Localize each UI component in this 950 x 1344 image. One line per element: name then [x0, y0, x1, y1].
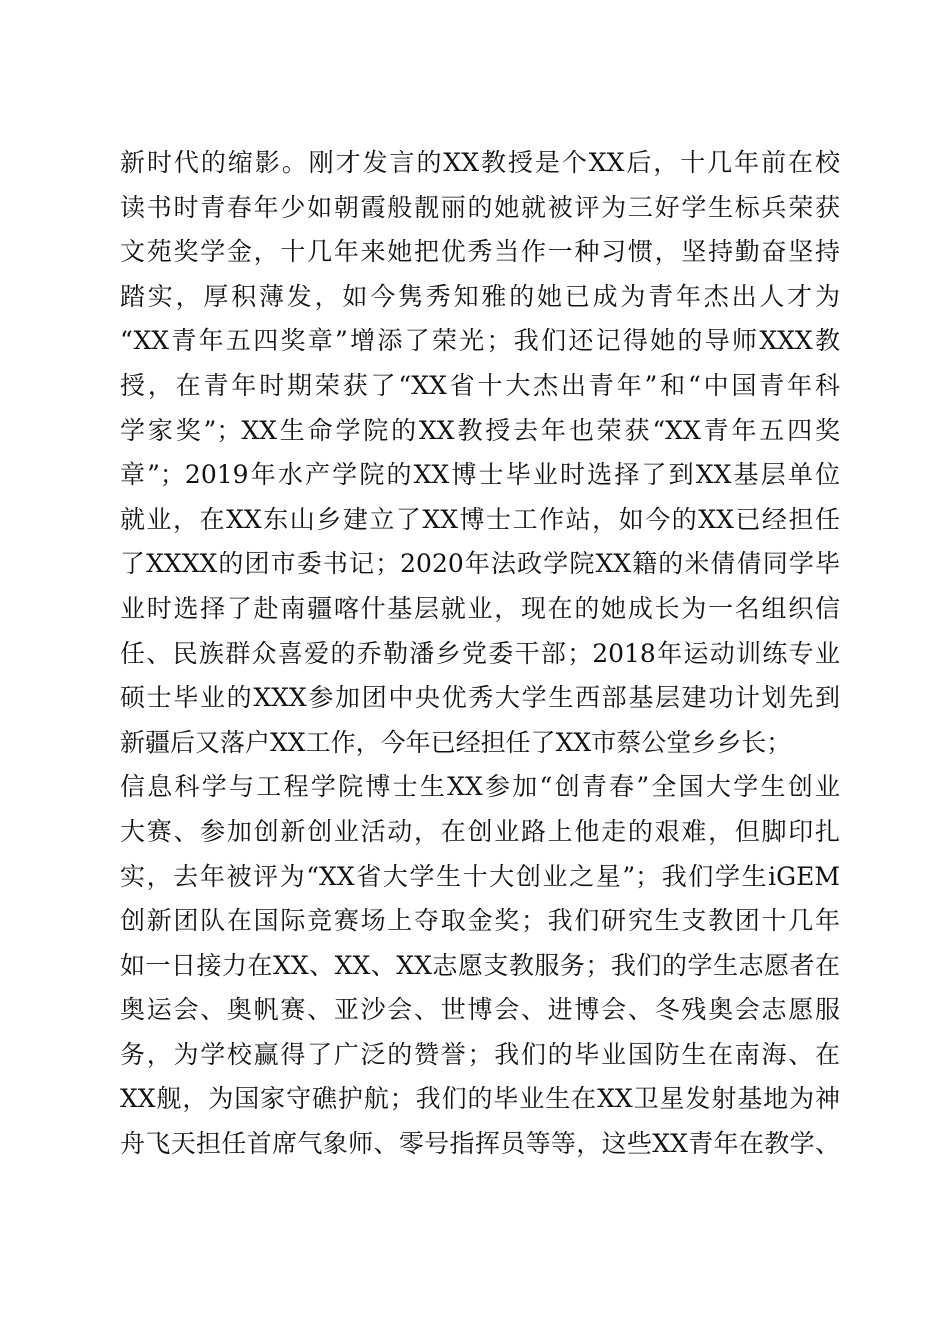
- text-line: 奥运会、奥帆赛、亚沙会、世博会、进博会、冬残奥会志愿服: [120, 995, 840, 1025]
- text-line: 授，在青年时期荣获了“XX省十大杰出青年”和“中国青年科: [120, 370, 840, 400]
- text-line: “XX青年五四奖章”增添了荣光；我们还记得她的导师XXX教: [120, 326, 840, 356]
- text-line: 新时代的缩影。刚才发言的XX教授是个XX后，十几年前在校: [120, 148, 840, 177]
- text-line: 学家奖”；XX生命学院的XX教授去年也荣获“XX青年五四奖: [120, 415, 840, 445]
- text-line: 硕士毕业的XXX参加团中央优秀大学生西部基层建功计划先到: [120, 683, 840, 713]
- text-line: 务，为学校赢得了广泛的赞誉；我们的毕业国防生在南海、在: [120, 1039, 840, 1069]
- text-line: 就业，在XX东山乡建立了XX博士工作站，如今的XX已经担任: [120, 504, 840, 534]
- text-line: 创新团队在国际竞赛场上夺取金奖；我们研究生支教团十几年: [120, 906, 840, 936]
- text-line: 文苑奖学金，十几年来她把优秀当作一种习惯，坚持勤奋坚持: [120, 237, 840, 267]
- text-line: 新疆后又落户XX工作，今年已经担任了XX市蔡公堂乡乡长；: [120, 727, 792, 757]
- text-line: 信息科学与工程学院博士生XX参加“创青春”全国大学生创业: [120, 772, 840, 802]
- text-line: 踏实，厚积薄发，如今隽秀知雅的她已成为青年杰出人才为: [120, 281, 840, 311]
- text-line: 大赛、参加创新创业活动，在创业路上他走的艰难，但脚印扎: [120, 816, 840, 846]
- text-line: 任、民族群众喜爱的乔勒潘乡党委干部；2018年运动训练专业: [120, 638, 840, 668]
- text-line: XX舰，为国家守礁护航；我们的毕业生在XX卫星发射基地为神: [120, 1084, 840, 1114]
- text-line: 舟飞天担任首席气象师、零号指挥员等等，这些XX青年在教学、: [120, 1129, 840, 1159]
- text-line: 章”；2019年水产学院的XX博士毕业时选择了到XX基层单位: [120, 460, 840, 490]
- text-line: 如一日接力在XX、XX、XX志愿支教服务；我们的学生志愿者在: [120, 950, 840, 980]
- text-line: 了XXXX的团市委书记；2020年法政学院XX籍的米倩倩同学毕: [120, 549, 840, 579]
- body-paragraph: [120, 141, 840, 1167]
- text-line: 实，去年被评为“XX省大学生十大创业之星”；我们学生iGEM: [120, 861, 840, 891]
- text-line: 读书时青春年少如朝霞般靓丽的她就被评为三好学生标兵荣获: [120, 192, 840, 222]
- text-line: 业时选择了赴南疆喀什基层就业，现在的她成长为一名组织信: [120, 593, 840, 623]
